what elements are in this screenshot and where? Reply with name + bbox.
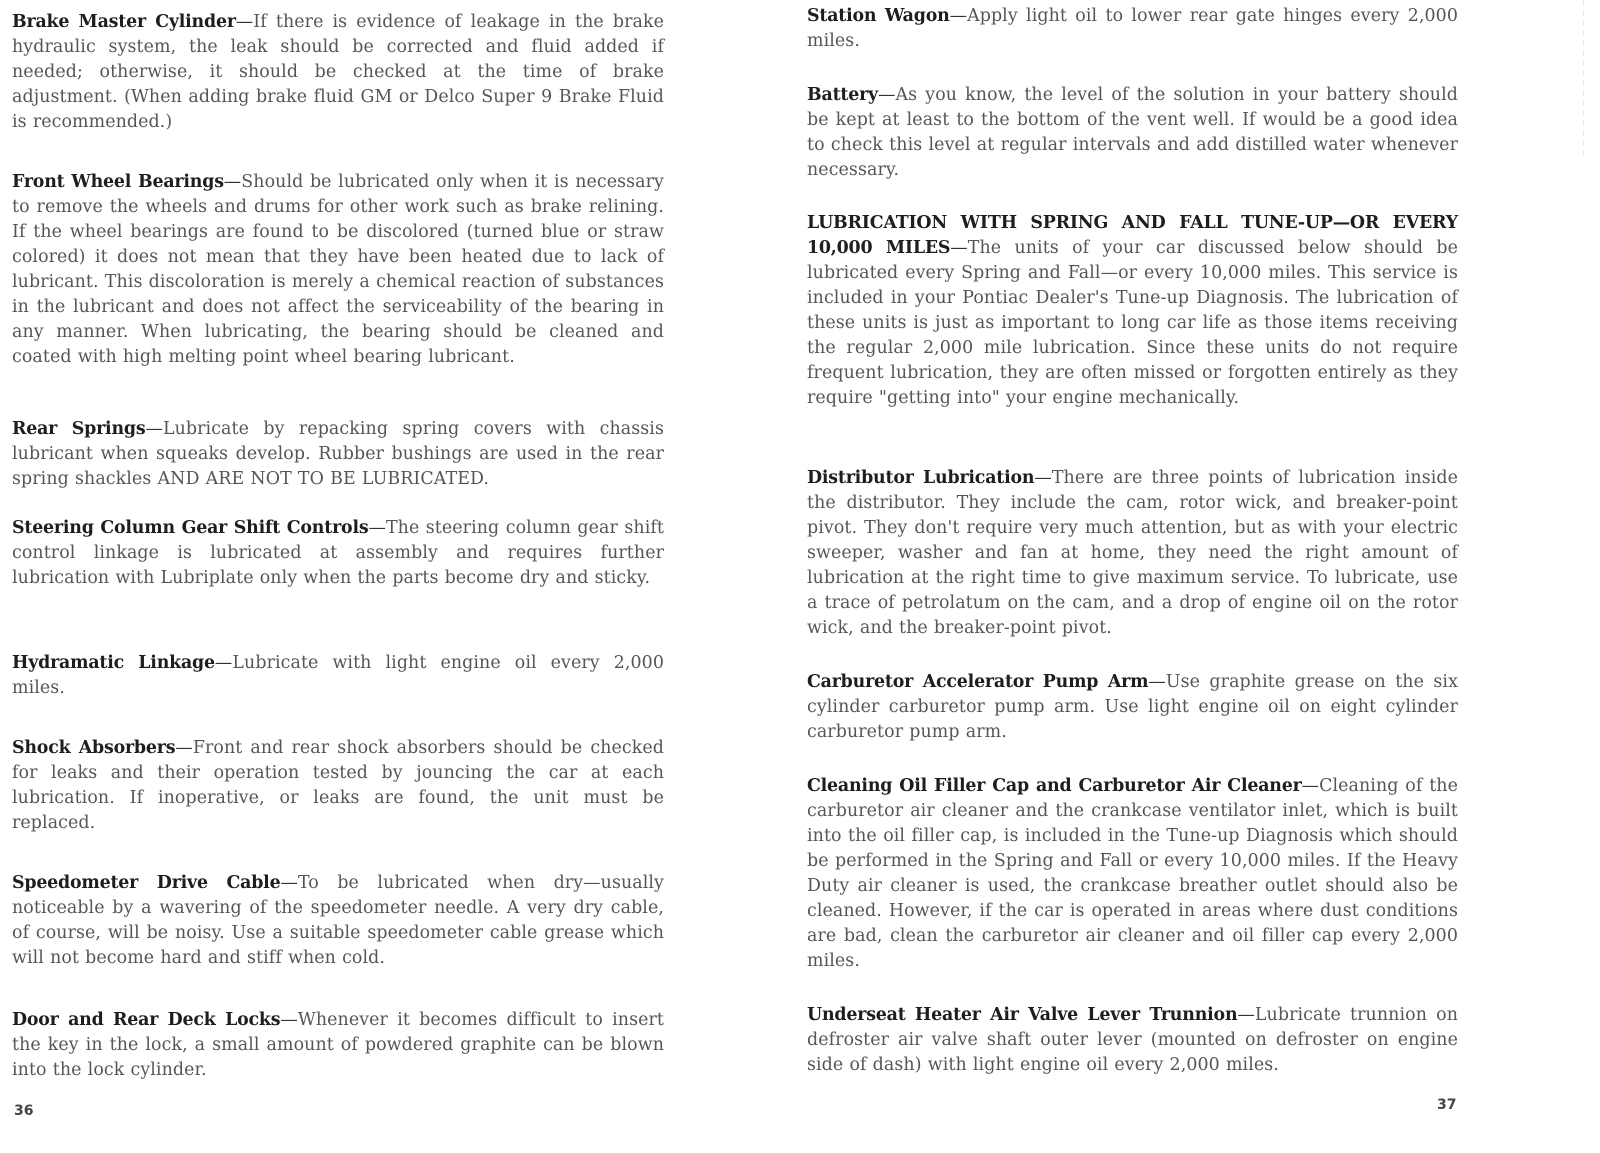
entry-spring-fall-tune-up-lubrication [807, 211, 1458, 411]
entry-hydramatic-linkage [12, 651, 664, 701]
entry-body: Apply light oil to lower rear gate hinges every 2,000 miles. [807, 6, 1459, 51]
entry-front-wheel-bearings [12, 170, 664, 370]
entry-title: Station Wagon [807, 6, 950, 26]
entry-title: Front Wheel Bearings [12, 172, 224, 192]
page-edge-line [1583, 0, 1584, 160]
em-dash: — [1034, 468, 1052, 488]
em-dash: — [1237, 1005, 1255, 1025]
entry-cleaning-oil-filler-cap [807, 774, 1458, 974]
entry-title: Carburetor Accelerator Pump Arm [807, 672, 1149, 692]
entry-body: Use graphite grease on the six cylinder carburetor pump arm. Use light engine oil on eight cylinder carburetor pump arm. [807, 672, 1458, 742]
entry-distributor-lubrication [807, 466, 1458, 641]
em-dash: — [280, 873, 298, 893]
entry-body: Cleaning of the carburetor air cleaner and the crankcase ventilator inlet, which is built into the oil filler cap, is included in the Tune-up Diagnosis which should be performed in the Spring and Fall or every 10,000 miles. If the Heavy Duty air cleaner is used, the crankcase breather outlet should also be cleaned. However, if the car is operated in areas where dust conditions are bad, clean the carburetor air cleaner and oil filler cap every 2,000 miles. [807, 776, 1458, 971]
em-dash: — [280, 1010, 298, 1030]
entry-body: Whenever it becomes difficult to insert the key in the lock, a small amount of powdered graphite can be blown into the lock cylinder. [12, 1010, 665, 1080]
entry-title: Battery [807, 85, 878, 105]
entry-title: Underseat Heater Air Valve Lever Trunnion [807, 1005, 1238, 1025]
entry-body: Should be lubricated only when it is necessary to remove the wheels and drums for other work such as brake relining. If the wheel bearings are found to be discolored (turned blue or straw colored) it does not mean that they have been heated due to lack of lubricant. This discoloration is merely a chemical reaction of substances in the lubricant and does not affect the serviceability of the bearing in any manner. When lubricating, the bearing should be cleaned and coated with high melting point wheel bearing lubricant. [12, 172, 664, 367]
entry-steering-column-gear-shift-controls [12, 516, 664, 591]
entry-body: There are three points of lubrication inside the distributor. They include the cam, rotor wick, and breaker-point pivot. They don't require very much attention, but as with your electric sweeper, washer and fan at home, they need the right amount of lubrication at the right time to give maximum service. To lubricate, use a trace of petrolatum on the cam, and a drop of engine oil on the rotor wick, and the breaker-point pivot. [807, 468, 1459, 638]
entry-battery [807, 83, 1458, 183]
em-dash: — [175, 738, 193, 758]
section-heading: LUBRICATION WITH SPRING AND FALL TUNE-UP—OR EVERY 10,000 MILES [807, 213, 1458, 258]
entry-body: The units of your car discussed below should be lubricated every Spring and Fall—or every 10,000 miles. This service is included in your Pontiac Dealer's Tune-up Diagnosis. The lubrication of these units is just as important to long car life as those items receiving the regular 2,000 mile lubrication. Since these units do not require frequent lubrication, they are often missed or forgotten entirely as they require "getting into" your engine mechanically. [807, 238, 1458, 408]
entry-brake-master-cylinder [12, 10, 664, 135]
entry-title: Door and Rear Deck Locks [12, 1010, 281, 1030]
entry-speedometer-drive-cable [12, 871, 664, 971]
em-dash: — [1148, 672, 1166, 692]
em-dash: — [949, 6, 968, 26]
entry-body: Lubricate with light engine oil every 2,000 miles. [12, 653, 664, 698]
em-dash: — [235, 12, 254, 32]
entry-title: Brake Master Cylinder [12, 12, 236, 32]
em-dash: — [1301, 776, 1320, 796]
entry-shock-absorbers [12, 736, 664, 836]
em-dash: — [950, 238, 968, 258]
em-dash: — [368, 518, 386, 538]
entry-title: Cleaning Oil Filler Cap and Carburetor Air Cleaner [807, 776, 1302, 796]
entry-station-wagon [807, 4, 1458, 54]
entry-title: Steering Column Gear Shift Controls [12, 518, 369, 538]
entry-body: Lubricate trunnion on defroster air valve shaft outer lever (mounted on defroster on engine side of dash) with light engine oil every 2,000 miles. [807, 1005, 1458, 1075]
em-dash: — [214, 653, 233, 673]
entry-door-and-rear-deck-locks [12, 1008, 664, 1083]
em-dash: — [145, 419, 163, 439]
entry-title: Rear Springs [12, 419, 146, 439]
entry-body: The steering column gear shift control linkage is lubricated at assembly and requires further lubrication with Lubriplate only when the parts become dry and sticky. [12, 518, 664, 588]
entry-carburetor-accelerator-pump-arm [807, 670, 1458, 745]
entry-body: As you know, the level of the solution in your battery should be kept at least to the bottom of the vent well. If would be a good idea to check this level at regular intervals and add distilled water whenever necessary. [807, 85, 1458, 180]
entry-title: Distributor Lubrication [807, 468, 1035, 488]
entry-body: To be lubricated when dry—usually noticeable by a wavering of the speedometer needle. A very dry cable, of course, will be noisy. Use a suitable speedometer cable grease which will not become hard and stiff when cold. [12, 873, 664, 968]
entry-rear-springs [12, 417, 664, 492]
page-number-right: 37 [1437, 1097, 1457, 1113]
entry-title: Speedometer Drive Cable [12, 873, 281, 893]
em-dash: — [223, 172, 242, 192]
entry-title: Hydramatic Linkage [12, 653, 215, 673]
page-number-left: 36 [14, 1103, 34, 1119]
entry-underseat-heater-air-valve [807, 1003, 1458, 1078]
entry-body: If there is evidence of leakage in the brake hydraulic system, the leak should be corrected and fluid added if needed; otherwise, it should be checked at the time of brake adjustment. (When adding brake fluid GM or Delco Super 9 Brake Fluid is recommended.) [12, 12, 664, 132]
em-dash: — [877, 85, 896, 105]
entry-title: Shock Absorbers [12, 738, 176, 758]
entry-body: Lubricate by repacking spring covers with chassis lubricant when squeaks develop. Rubber bushings are used in the rear spring shackles AND ARE NOT TO BE LUBRICATED. [12, 419, 664, 489]
entry-body: Front and rear shock absorbers should be checked for leaks and their operation tested by jouncing the car at each lubrication. If inoperative, or leaks are found, the unit must be replaced. [12, 738, 664, 833]
